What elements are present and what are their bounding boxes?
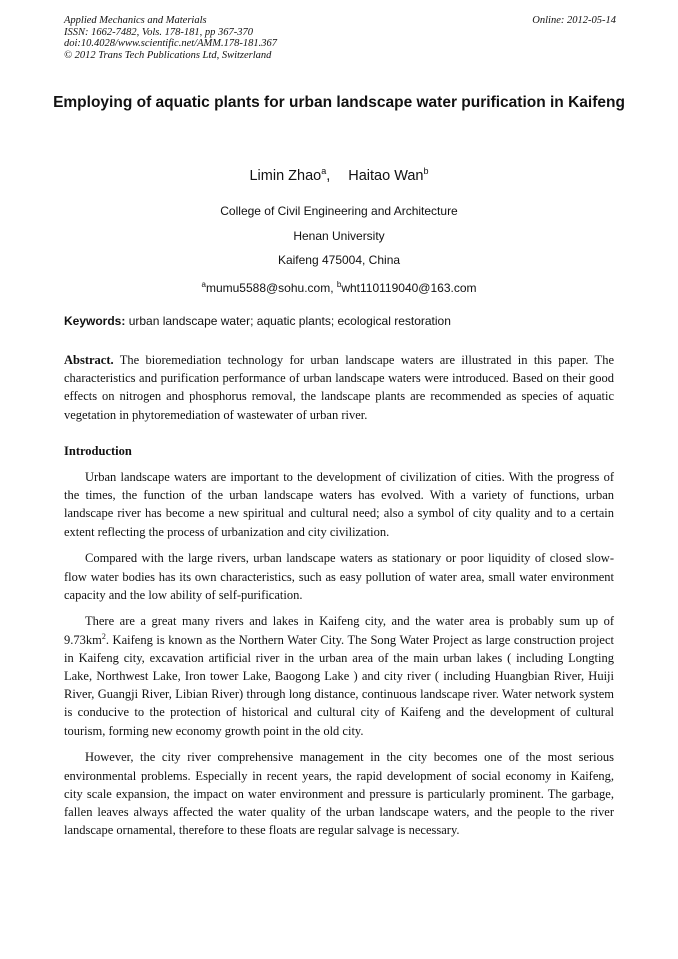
- author-mark: b: [423, 166, 429, 176]
- paragraph: [64, 612, 614, 739]
- paragraph-text: There are a great many rivers and lakes in Kaifeng city, and the water area is probably sum up of 9.73km: [64, 614, 614, 647]
- abstract: [64, 351, 614, 424]
- paragraph-text: . Kaifeng is known as the Northern Water City. The Song Water Project as large construction project in Kaifeng city, excavation artificial river in the urban area of the main urban lakes ( including Longting Lake, Northwest Lake, Iron tower Lake, Baogong Lake ) and city river ( including Huangbian River, Huiji River, Guangji River, Libian River) through long distance, continuous landscape river. Water network system is conducive to the protection of historical and cultural city of Kaifeng and the development of cultural tourism, forming new economy growth point in the old city.: [64, 632, 614, 738]
- email-b: wht110119040@163.com: [341, 280, 477, 295]
- author-emails: [0, 273, 678, 301]
- email-mark: a: [201, 279, 206, 289]
- keywords: [64, 314, 624, 328]
- affiliation: [0, 199, 678, 300]
- keywords-label: Keywords:: [64, 314, 126, 328]
- keywords-text: urban landscape water; aquatic plants; ecological restoration: [125, 314, 451, 328]
- abstract-label: Abstract.: [64, 353, 114, 367]
- section-heading-introduction: Introduction: [64, 444, 132, 458]
- author-list: Limin Zhao$^a$, Haitao Wan$^b$: [249, 166, 429, 184]
- introduction-body: [64, 468, 614, 848]
- affiliation-university: Henan University: [293, 228, 385, 243]
- abstract-text: The bioremediation technology for urban landscape waters are illustrated in this paper. The characteristics and purification performance of urban landscape waters were introduced. Based on their good effects on nitrogen and phosphorus removal, the landscape plants are recommended as species of aquatic vegetation in phytoremediation of wastewater of urban river.: [64, 353, 614, 422]
- journal-name: Applied Mechanics and Materials: [64, 15, 207, 26]
- issn-line: ISSN: 1662-7482, Vols. 178-181, pp 367-370: [64, 26, 253, 38]
- author-mark: a: [321, 166, 327, 176]
- journal-header: [64, 15, 616, 61]
- copyright-line: © 2012 Trans Tech Publications Ltd, Switzerland: [64, 49, 272, 61]
- author-name: Haitao Wan: [348, 167, 424, 184]
- doi-line: doi:10.4028/www.scientific.net/AMM.178-181.367: [64, 38, 277, 49]
- email-mark: b: [336, 279, 342, 289]
- author-name: Limin Zhao: [249, 167, 322, 184]
- paragraph: Compared with the large rivers, urban landscape waters as stationary or poor liquidity of closed slow-flow water bodies has its own characteristics, such as easy pollution of water area, small water environment capacity and the low ability of self-purification.: [64, 551, 614, 602]
- online-date: Online: 2012-05-14: [532, 15, 616, 26]
- paragraph: Urban landscape waters are important to the development of civilization of cities. With the progress of the times, the function of the urban landscape waters has evolved. With a variety of functions, urban landscape river has become a new spiritual and cultural need; also a symbol of city quality and to a certain extent reflecting the process of urbanization and city civilization.: [64, 470, 614, 539]
- superscript: 2: [101, 631, 106, 641]
- paper-title: Employing of aquatic plants for urban landscape water purification in Kaifeng: [53, 94, 625, 111]
- paragraph: However, the city river comprehensive management in the city becomes one of the most serious environmental problems. Especially in recent years, the rapid development of social economy in Kaifeng, city scale expansion, the impact on water environment and pressure is particularly prominent. The garbage, fallen leaves always affected the water quality of the urban landscape waters, and the people to the river landscape ornamental, therefore to these floats are regular salvage is necessary.: [64, 750, 614, 838]
- affiliation-address: Kaifeng 475004, China: [277, 253, 401, 267]
- email-a: mumu5588@sohu.com,: [205, 280, 337, 295]
- affiliation-college: College of Civil Engineering and Architecture: [220, 204, 458, 218]
